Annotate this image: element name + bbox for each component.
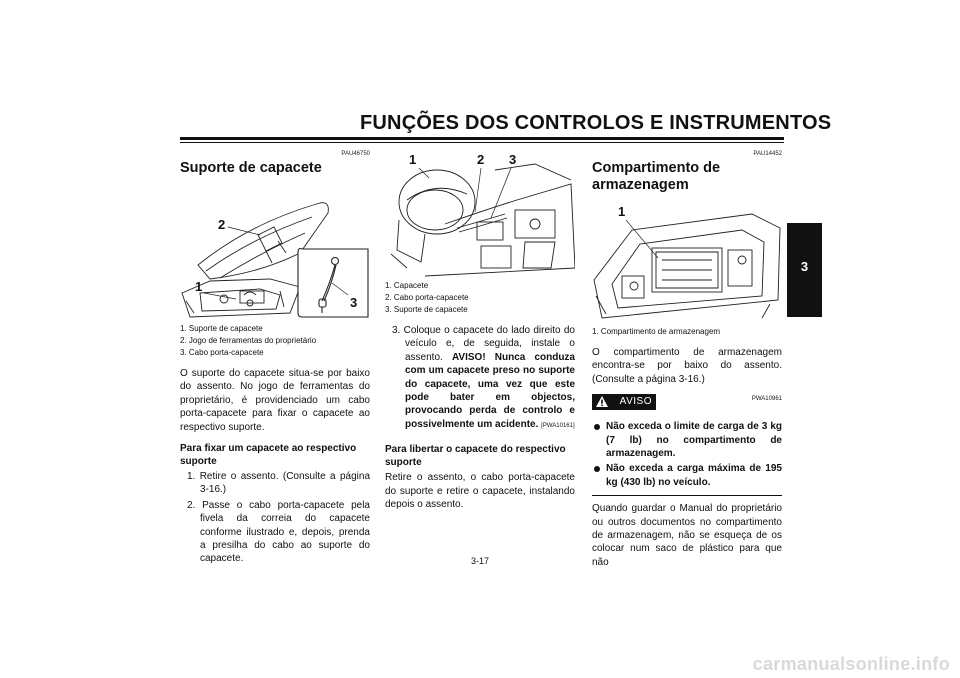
warning-list	[592, 420, 782, 489]
header-rule-thick	[180, 137, 784, 140]
callout-3: 3	[509, 152, 517, 167]
step-text: 3. Coloque o capacete do lado direito do veículo e, de seguida, instale o assento.	[392, 325, 575, 363]
section-title: Compartimento de armazenagem	[592, 160, 721, 193]
warning-box	[592, 394, 782, 416]
warning-separator	[592, 495, 782, 496]
legend-item: 2. Cabo porta-capacete	[385, 293, 469, 302]
callout-1: 1	[409, 152, 417, 167]
warning-label-text: AVISO	[619, 396, 652, 408]
steps-list	[180, 470, 370, 566]
chapter-tab	[787, 223, 822, 317]
watermark: carmanualsonline.info	[752, 654, 950, 674]
page-number: 3-17	[470, 556, 489, 566]
legend-item: 1. Suporte de capacete	[180, 324, 263, 333]
helmet-on-holder-drawing	[385, 150, 575, 278]
body-paragraph: O compartimento de armazenagem encontra-se por baixo do assento. (Consulte a página 3-16.)	[592, 347, 782, 385]
step-warning: AVISO! Nunca conduza com um capacete preso no suporte do capacete, uma vez que este pode bater em objectos, provocando perda de controlo e possivelmente um acidente.	[405, 351, 575, 430]
warning-code: [PWA10161]	[541, 422, 575, 429]
callout-2: 2	[218, 217, 226, 232]
warning-code: PWA10961	[751, 396, 782, 403]
legend-item: 1. Capacete	[385, 281, 429, 290]
section-code: PAU14452	[753, 151, 782, 157]
helmet-mounted-illustration	[385, 150, 575, 278]
warning-label	[592, 394, 656, 410]
section-code: PAU46750	[341, 151, 370, 157]
subsection-heading: Para fixar um capacete ao respectivo suporte	[180, 443, 357, 468]
callout-3: 3	[350, 295, 358, 310]
section-title: Suporte de capacete	[180, 160, 322, 176]
left-column	[180, 150, 370, 568]
step-item: 2. Passe o cabo porta-capacete pela fivela da correia do capacete conforme ilustrado e, depois, prenda a presilha do cabo ao suporte do capacete.	[187, 499, 370, 565]
body-paragraph: Quando guardar o Manual do proprietário ou outros documentos no compartimento de armazenagem, não se esqueça de os colocar num saco de plástico para que não	[592, 503, 782, 568]
legend-item: 3. Suporte de capacete	[385, 305, 468, 314]
callout-1: 1	[195, 279, 203, 294]
seat-underside-drawing	[180, 183, 370, 321]
storage-compartment-illustration	[592, 200, 782, 324]
chapter-tab-number: 3	[800, 259, 809, 274]
figure-legend	[592, 326, 782, 338]
header-rule-thin	[180, 142, 784, 143]
steps-list	[385, 324, 575, 433]
helmet-holder-illustration	[180, 183, 370, 321]
subsection-heading: Para libertar o capacete do respectivo suporte	[385, 444, 566, 469]
callout-1: 1	[618, 204, 626, 219]
legend-item: 3. Cabo porta-capacete	[180, 348, 264, 357]
middle-column	[385, 150, 575, 519]
warning-item: Não exceda a carga máxima de 195 kg (430 lb) no veículo.	[592, 462, 782, 489]
step-item	[385, 324, 575, 433]
body-paragraph: O suporte do capacete situa-se por baixo do assento. No jogo de ferramentas do proprietário, é providenciado um cabo porta-capacete para fixar o capacete ao respectivo suporte.	[180, 368, 370, 433]
legend-item: 2. Jogo de ferramentas do proprietário	[180, 336, 317, 345]
warning-triangle-icon	[595, 395, 609, 408]
legend-item: 1. Compartimento de armazenagem	[592, 327, 721, 336]
callout-2: 2	[477, 152, 485, 167]
figure-legend	[385, 280, 575, 316]
right-column	[592, 150, 782, 577]
warning-item: Não exceda o limite de carga de 3 kg (7 lb) no compartimento de armazenagem.	[592, 420, 782, 460]
step-item: 1. Retire o assento. (Consulte a página 3-16.)	[187, 471, 370, 496]
body-paragraph: Retire o assento, o cabo porta-capacete do suporte e retire o capacete, instalando depois o assento.	[385, 472, 575, 511]
page-title: FUNÇÕES DOS CONTROLOS E INSTRUMENTOS	[360, 112, 832, 134]
figure-legend	[180, 323, 370, 359]
